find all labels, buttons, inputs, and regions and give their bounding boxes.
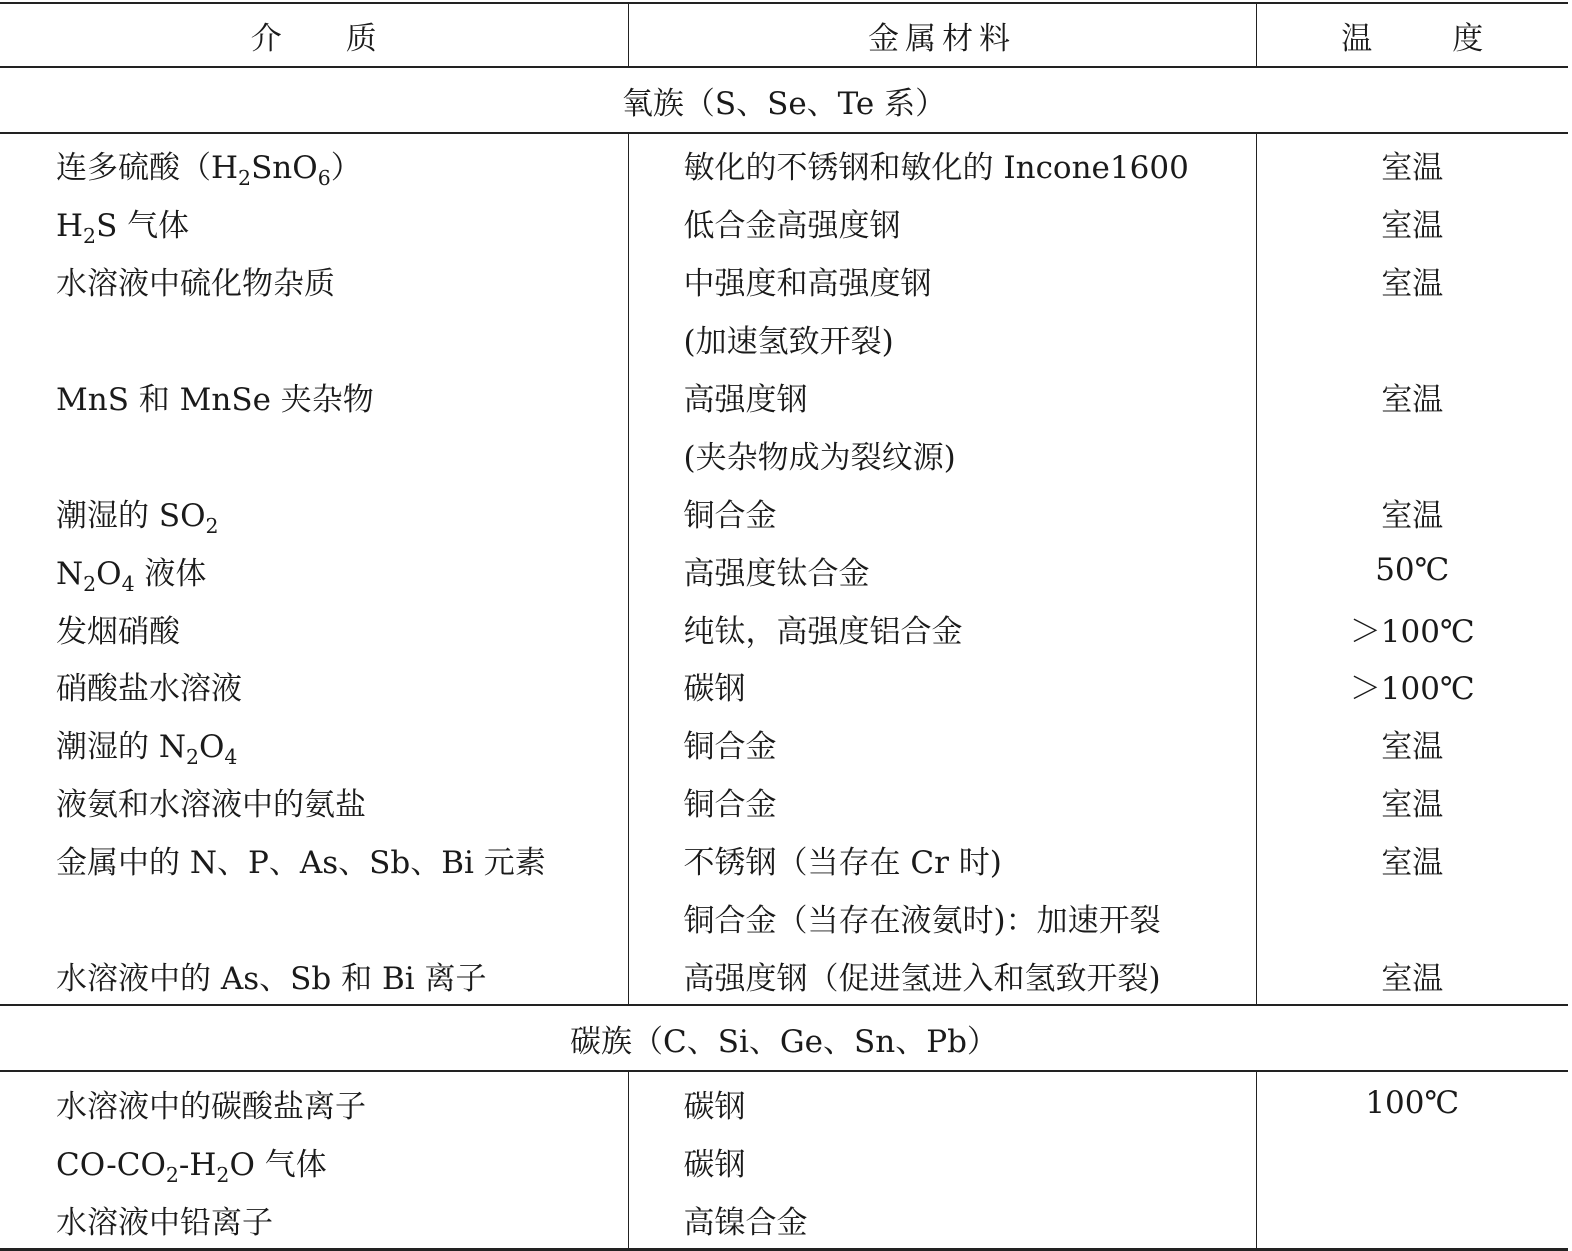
medium-cell: [0, 310, 628, 368]
metal-cell: 碳钢: [628, 657, 1256, 715]
metal-cell: (加速氢致开裂): [628, 310, 1256, 368]
medium-text: 发烟硝酸: [56, 613, 180, 650]
temperature-cell: [1256, 1190, 1568, 1250]
metal-cell: 敏化的不锈钢和敏化的 Incone1600: [628, 133, 1256, 194]
medium-cell: [0, 425, 628, 483]
temperature-cell: 室温: [1381, 497, 1444, 534]
group-header: [0, 67, 1568, 133]
subscript: 2: [205, 513, 219, 538]
medium-text: 液氨和水溶液中的氨盐: [56, 787, 366, 824]
subscript: 6: [317, 166, 331, 191]
table-row: [0, 599, 1568, 657]
temperature-cell: 室温: [1381, 382, 1444, 418]
medium-text: 水溶液中硫化物杂质: [56, 266, 335, 303]
medium-cell: [0, 1190, 628, 1250]
metal-cell: 低合金高强度钢: [628, 194, 1256, 252]
metal-cell: 碳钢: [628, 1071, 1256, 1132]
medium-text: 潮湿的 SO: [56, 497, 206, 534]
metal-cell: 高强度钛合金: [628, 541, 1256, 599]
medium-text: 水溶液中的碳酸盐离子: [56, 1088, 366, 1125]
subscript: 4: [224, 745, 238, 770]
temperature-cell: 室温: [1381, 266, 1444, 303]
header-metal: 金属材料: [628, 3, 1256, 67]
metal-cell: 铜合金: [628, 483, 1256, 541]
metal-cell: 高镍合金: [628, 1190, 1256, 1250]
group-title: 氧族（S、Se、Te 系）: [0, 67, 1568, 133]
metal-cell: 铜合金: [628, 773, 1256, 831]
medium-text: 金属中的 N、P、As、Sb、Bi 元素: [56, 845, 546, 882]
table-row: [0, 1190, 1568, 1250]
medium-text: 潮湿的 N: [56, 729, 186, 766]
table-row: [0, 133, 1568, 194]
table-row: [0, 310, 1568, 368]
metal-cell: 中强度和高强度钢: [628, 252, 1256, 310]
subscript: 2: [216, 1163, 230, 1188]
media-metal-table: [0, 2, 1568, 1251]
temperature-cell: 室温: [1381, 787, 1444, 824]
temperature-cell: 室温: [1381, 845, 1444, 882]
table-row: [0, 773, 1568, 831]
medium-cell: [0, 1071, 628, 1132]
table-row: [0, 252, 1568, 310]
medium-text: 水溶液中的 As、Sb 和 Bi 离子: [56, 960, 487, 997]
medium-text: -H: [178, 1146, 217, 1183]
subscript: 2: [83, 224, 97, 249]
table-row: [0, 946, 1568, 1005]
header-medium: 介 质: [0, 3, 628, 67]
medium-text: 连多硫酸（H: [56, 150, 239, 187]
medium-text: SnO: [251, 150, 318, 187]
header-temperature: 温 度: [1256, 3, 1568, 67]
medium-cell: [0, 133, 628, 194]
table-row: [0, 541, 1568, 599]
header-row: [0, 3, 1568, 67]
medium-cell: [0, 599, 628, 657]
group-header: [0, 1005, 1568, 1071]
group-title: 碳族（C、Si、Ge、Sn、Pb）: [0, 1005, 1568, 1071]
medium-cell: [0, 715, 628, 773]
medium-cell: [0, 1132, 628, 1190]
medium-text: S 气体: [96, 208, 190, 245]
medium-cell: [0, 889, 628, 947]
medium-cell: [0, 483, 628, 541]
medium-cell: [0, 252, 628, 310]
table-row: [0, 889, 1568, 947]
medium-text: MnS 和 MnSe 夹杂物: [56, 382, 374, 418]
medium-text: O: [96, 555, 122, 592]
medium-cell: [0, 946, 628, 1005]
subscript: 2: [238, 166, 252, 191]
metal-cell: 铜合金（当存在液氨时)：加速开裂: [628, 889, 1256, 947]
medium-text: ）: [330, 150, 362, 187]
medium-text: O 气体: [229, 1146, 327, 1183]
medium-text: CO-CO: [56, 1146, 166, 1183]
temperature-cell: 室温: [1381, 729, 1444, 766]
temperature-cell: 50℃: [1375, 552, 1450, 589]
group-carbon: [0, 1005, 1568, 1250]
temperature-cell: [1256, 310, 1568, 368]
table-row: [0, 194, 1568, 252]
metal-cell: 高强度钢: [628, 368, 1256, 426]
temperature-cell: [1256, 425, 1568, 483]
table-row: [0, 425, 1568, 483]
medium-text: 硝酸盐水溶液: [56, 671, 242, 708]
temperature-cell: 100℃: [1365, 1085, 1460, 1122]
temperature-cell: [1256, 1132, 1568, 1190]
metal-cell: 铜合金: [628, 715, 1256, 773]
metal-cell: 不锈钢（当存在 Cr 时): [628, 831, 1256, 889]
subscript: 4: [121, 571, 135, 596]
subscript: 2: [83, 571, 97, 596]
medium-cell: [0, 541, 628, 599]
temperature-cell: 室温: [1381, 960, 1444, 997]
medium-text: O: [199, 729, 225, 766]
medium-text: H: [56, 208, 84, 245]
table-row: [0, 715, 1568, 773]
temperature-cell: 室温: [1381, 150, 1444, 187]
medium-text: 液体: [134, 555, 207, 592]
table-row: [0, 368, 1568, 426]
temperature-cell: ＞100℃: [1349, 671, 1475, 708]
medium-text: 水溶液中铅离子: [56, 1204, 273, 1241]
metal-cell: 高强度钢（促进氢进入和氢致开裂): [628, 946, 1256, 1005]
table-row: [0, 1132, 1568, 1190]
subscript: 2: [185, 745, 199, 770]
temperature-cell: ＞100℃: [1349, 613, 1475, 650]
metal-cell: 碳钢: [628, 1132, 1256, 1190]
table-row: [0, 831, 1568, 889]
subscript: 2: [165, 1163, 179, 1188]
medium-cell: [0, 194, 628, 252]
table-row: [0, 483, 1568, 541]
metal-cell: (夹杂物成为裂纹源): [628, 425, 1256, 483]
medium-text: N: [56, 555, 84, 592]
medium-cell: [0, 831, 628, 889]
temperature-cell: [1256, 889, 1568, 947]
temperature-cell: 室温: [1381, 208, 1444, 245]
medium-cell: [0, 773, 628, 831]
medium-cell: [0, 657, 628, 715]
metal-cell: 纯钛，高强度铝合金: [628, 599, 1256, 657]
table-row: [0, 657, 1568, 715]
medium-cell: [0, 368, 628, 426]
group-oxygen: [0, 67, 1568, 1005]
table-row: [0, 1071, 1568, 1132]
